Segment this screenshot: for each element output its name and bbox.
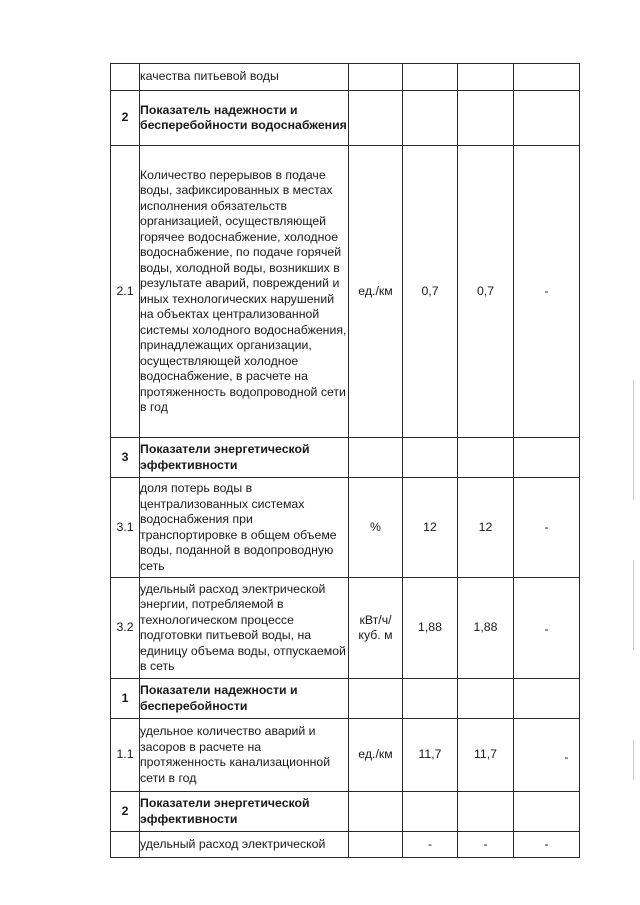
row-value-3-text: -	[544, 622, 549, 637]
row-value-1: 1,88	[403, 578, 458, 679]
row-value-3	[514, 679, 580, 719]
row-value-2	[458, 91, 514, 146]
row-value-3	[514, 91, 580, 146]
row-indicator-text: доля потерь воды в централизованных системах водоснабжения при транспортировке в общем объеме воды, поданной в водопроводную сеть	[140, 478, 349, 578]
section-number: 2	[111, 91, 140, 146]
row-value-1	[403, 91, 458, 146]
section-number: 3	[111, 438, 140, 478]
row-value-3: -	[514, 478, 580, 578]
row-value-3	[514, 792, 580, 832]
scan-edge-mark	[633, 380, 634, 500]
row-unit	[349, 64, 403, 91]
row-number: 3.2	[111, 578, 140, 679]
row-value-2	[458, 438, 514, 478]
row-unit: %	[349, 478, 403, 578]
row-value-3: -	[514, 146, 580, 438]
row-unit: ед./км	[349, 719, 403, 792]
section-number: 1	[111, 679, 140, 719]
row-value-2: -	[458, 832, 514, 858]
table-row	[111, 719, 580, 792]
section-number: 2	[111, 792, 140, 832]
indicators-table	[110, 63, 580, 858]
row-value-1: -	[403, 832, 458, 858]
row-value-1: 0,7	[403, 146, 458, 438]
scan-edge-mark	[633, 560, 634, 650]
row-value-1	[403, 792, 458, 832]
row-value-3: -	[514, 832, 580, 858]
section-title: Показатель надежности и бесперебойности водоснабжения	[140, 91, 349, 146]
row-unit	[349, 438, 403, 478]
row-number: 1.1	[111, 719, 140, 792]
row-unit	[349, 679, 403, 719]
table-row	[111, 146, 580, 438]
row-value-2	[458, 792, 514, 832]
row-number: 2.1	[111, 146, 140, 438]
section-row	[111, 438, 580, 478]
row-value-2: 0,7	[458, 146, 514, 438]
table-row	[111, 478, 580, 578]
row-value-3	[514, 64, 580, 91]
row-indicator-text: качества питьевой воды	[140, 64, 349, 91]
row-value-1	[403, 438, 458, 478]
row-number	[111, 832, 140, 858]
row-value-1	[403, 679, 458, 719]
row-unit	[349, 792, 403, 832]
row-number: 3.1	[111, 478, 140, 578]
section-row	[111, 91, 580, 146]
row-value-3-text: -	[564, 750, 569, 765]
table-row	[111, 832, 580, 858]
row-value-2: 1,88	[458, 578, 514, 679]
section-row	[111, 679, 580, 719]
row-value-1: 11,7	[403, 719, 458, 792]
section-row	[111, 792, 580, 832]
row-value-2: 11,7	[458, 719, 514, 792]
table-row	[111, 64, 580, 91]
row-value-2	[458, 64, 514, 91]
row-unit: ед./км	[349, 146, 403, 438]
row-unit	[349, 91, 403, 146]
row-value-1: 12	[403, 478, 458, 578]
row-indicator-text: удельное количество аварий и засоров в расчете на протяженность канализационной сети в год	[140, 719, 349, 792]
row-indicator-text: удельный расход электрической энергии, потребляемой в технологическом процессе подготовки питьевой воды, на единицу объема воды, отпускаемой в сеть	[140, 578, 349, 679]
row-value-3	[514, 578, 580, 679]
section-title: Показатели надежности и бесперебойности	[140, 679, 349, 719]
row-unit: кВт/ч/куб. м	[349, 578, 403, 679]
row-value-1	[403, 64, 458, 91]
row-value-3	[514, 438, 580, 478]
row-value-3	[514, 719, 580, 792]
table-row	[111, 578, 580, 679]
row-value-2	[458, 679, 514, 719]
row-value-2: 12	[458, 478, 514, 578]
row-indicator-text: удельный расход электрической	[140, 832, 349, 858]
section-title: Показатели энергетической эффективности	[140, 438, 349, 478]
row-number	[111, 64, 140, 91]
row-unit	[349, 832, 403, 858]
row-indicator-text: Количество перерывов в подаче воды, зафиксированных в местах исполнения обязательств организацией, осуществляющей горячее водоснабжение, холодное водоснабжение, по подаче горячей воды, холодной воды, возникших в результате аварий, повреждений и иных технологических нарушений на объектах централизованной системы холодного водоснабжения, принадлежащих организации, осуществляющей холодное водоснабжение, в расчете на протяженность водопроводной сети в год	[140, 146, 349, 438]
section-title: Показатели энергетической эффективности	[140, 792, 349, 832]
scan-edge-mark	[633, 740, 634, 780]
